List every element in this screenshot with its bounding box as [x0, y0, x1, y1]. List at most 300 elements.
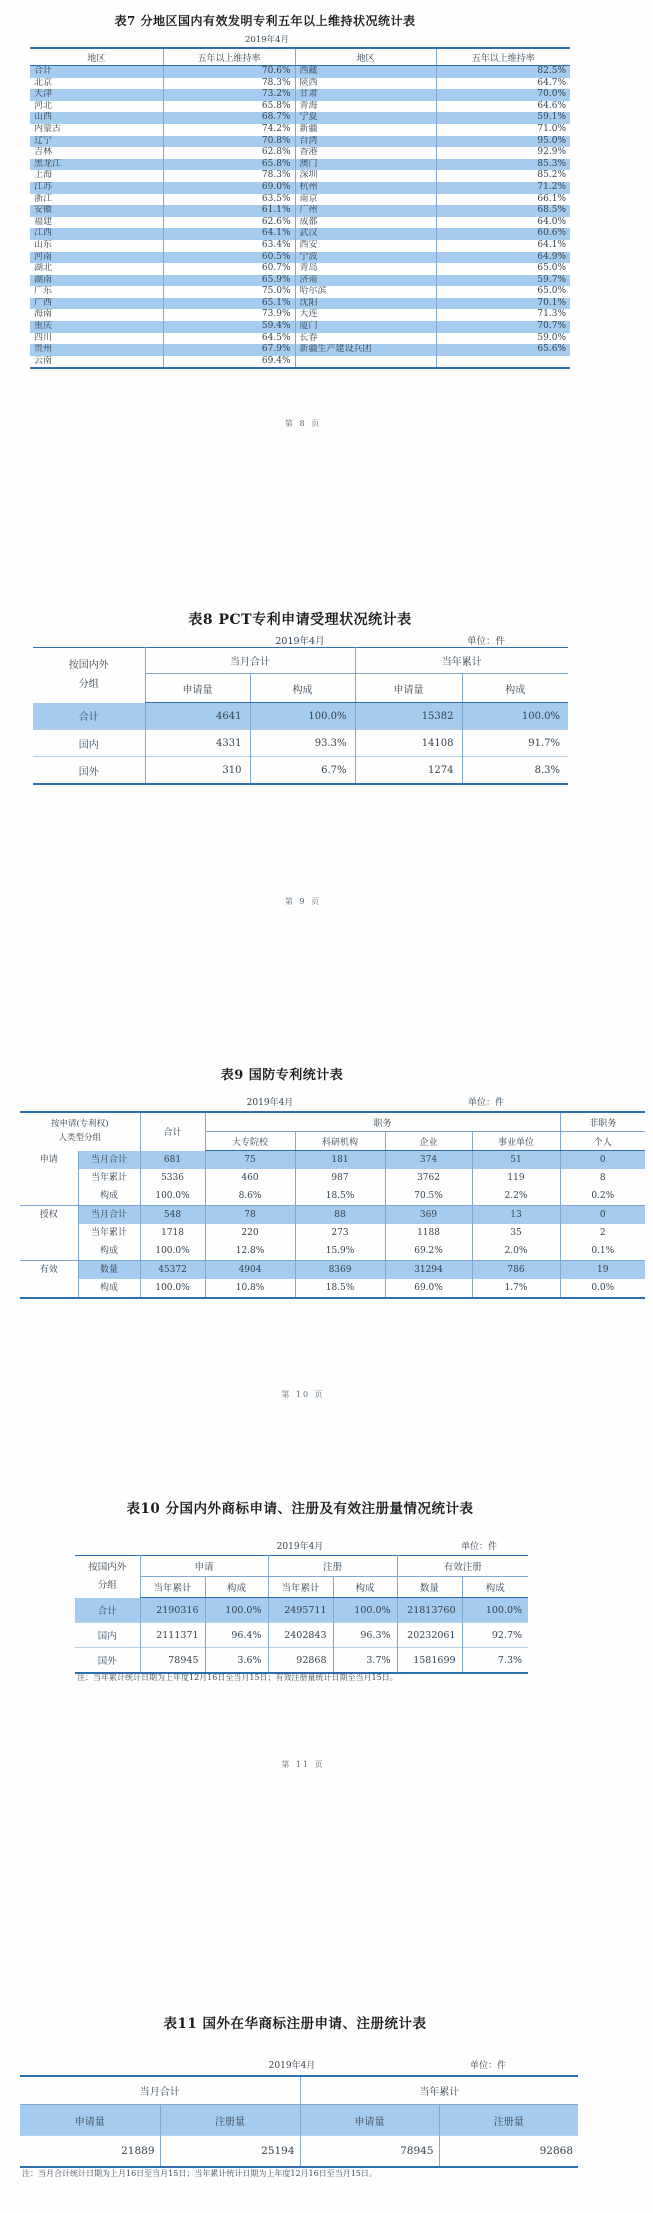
rate-cell: 74.2%	[163, 124, 295, 136]
value-cell: 19	[560, 1261, 645, 1280]
rate-cell: 60.6%	[436, 228, 570, 240]
column-header: 注册量	[160, 2105, 300, 2136]
table8-row	[33, 730, 568, 757]
region-cell: 河南	[30, 252, 163, 264]
value-cell: 786	[472, 1261, 560, 1280]
table7-row	[30, 217, 570, 229]
value-cell: 4331	[145, 730, 250, 757]
column-header: 当年累计	[268, 1577, 333, 1598]
region-cell: 宁波	[295, 252, 436, 264]
table9-row	[20, 1169, 645, 1187]
table9-row	[20, 1224, 645, 1242]
region-cell: 山东	[34, 239, 53, 250]
region-cell: 青岛	[295, 263, 436, 275]
rate-cell: 70.7%	[436, 321, 570, 333]
table8-row	[33, 757, 568, 785]
region-cell: 哈尔滨	[295, 286, 436, 298]
table7-row	[30, 147, 570, 159]
rate-cell: 66.1%	[436, 194, 570, 206]
rate-cell: 75.0%	[163, 286, 295, 298]
region-cell: 台湾	[295, 136, 436, 148]
rate-cell: 92.9%	[436, 147, 570, 159]
group-header: 当年累计	[355, 648, 568, 674]
table7-row	[30, 252, 570, 264]
table7-row	[30, 333, 570, 345]
stub-header-line1: 按国内外	[88, 1561, 127, 1573]
rate-cell: 69.0%	[163, 182, 295, 194]
table7-row	[30, 101, 570, 113]
value-cell: 69.2%	[385, 1242, 472, 1261]
region-cell: 澳门	[295, 159, 436, 171]
table8-body	[33, 703, 568, 785]
region-cell: 沈阳	[295, 298, 436, 310]
row-header-cell: 国内	[33, 730, 145, 757]
row-header-cell: 合计	[75, 1598, 140, 1623]
value-cell: 75	[205, 1151, 295, 1170]
table11-group-header-row	[20, 2076, 578, 2105]
table7-row	[30, 228, 570, 240]
row-group-label: 有效	[20, 1261, 78, 1299]
rate-cell: 82.5%	[436, 66, 570, 78]
table9-row	[20, 1242, 645, 1261]
rate-cell: 59.7%	[436, 275, 570, 287]
column-header: 科研机构	[295, 1132, 385, 1151]
value-cell: 20232061	[397, 1623, 462, 1648]
value-cell: 8.3%	[462, 757, 568, 785]
region-cell: 济南	[295, 275, 436, 287]
value-cell: 78	[205, 1206, 295, 1225]
row-header-cell: 国内	[75, 1623, 140, 1648]
value-cell: 25194	[160, 2136, 300, 2168]
rate-cell: 70.8%	[163, 136, 295, 148]
rate-cell: 64.7%	[436, 78, 570, 90]
value-cell: 69.0%	[385, 1279, 472, 1298]
page-number-footer: 第 9 页	[284, 897, 322, 906]
table7-header-row	[30, 48, 570, 66]
rate-cell	[436, 356, 570, 369]
column-header: 申请量	[355, 674, 462, 703]
value-cell: 78945	[300, 2136, 439, 2168]
value-cell: 100.0%	[140, 1187, 205, 1206]
rate-cell: 60.7%	[163, 263, 295, 275]
table7-row	[30, 66, 570, 78]
region-cell: 厦门	[295, 321, 436, 333]
column-header: 申请量	[300, 2105, 439, 2136]
table7-row	[30, 89, 570, 101]
rate-cell: 73.9%	[163, 309, 295, 321]
value-cell: 0.2%	[560, 1187, 645, 1206]
table9-defense-patent-table	[20, 1111, 645, 1299]
table10-group-header-row	[75, 1556, 528, 1577]
value-cell: 92868	[268, 1648, 333, 1674]
value-cell: 96.3%	[333, 1623, 397, 1648]
column-header: 地区	[295, 48, 436, 66]
rate-cell: 95.0%	[436, 136, 570, 148]
row-label-cell: 构成	[78, 1187, 140, 1206]
rate-cell: 64.6%	[436, 101, 570, 113]
region-cell: 云南	[34, 355, 53, 366]
table7-row	[30, 78, 570, 90]
table7-row	[30, 136, 570, 148]
table8-unit-label: 单位：件	[467, 636, 506, 647]
region-cell: 湖北	[34, 263, 53, 274]
table10-unit-label: 单位：件	[461, 1542, 498, 1552]
value-cell: 0	[560, 1206, 645, 1225]
stub-header-line1: 按国内外	[68, 660, 109, 672]
region-cell: 江西	[30, 228, 163, 240]
value-cell: 1718	[140, 1224, 205, 1242]
group-header: 当月合计	[20, 2076, 300, 2105]
value-cell: 4641	[145, 703, 250, 730]
table9-unit-label: 单位：件	[468, 1098, 505, 1108]
table7-row	[30, 321, 570, 333]
value-cell: 100.0%	[462, 1598, 528, 1623]
row-group-label: 申请	[39, 1154, 58, 1165]
region-cell: 杭州	[295, 182, 436, 194]
stub-header	[75, 1556, 140, 1598]
value-cell: 181	[295, 1151, 385, 1170]
region-cell: 新疆生产建设兵团	[295, 344, 436, 356]
row-label-cell: 当月合计	[78, 1206, 140, 1225]
region-cell: 武汉	[295, 228, 436, 240]
region-cell: 甘肃	[295, 89, 436, 101]
value-cell: 0.0%	[560, 1279, 645, 1298]
table7-body	[30, 66, 570, 369]
value-cell: 51	[472, 1151, 560, 1170]
region-cell: 辽宁	[30, 136, 163, 148]
column-header: 五年以上维持率	[436, 48, 570, 66]
value-cell: 78945	[140, 1648, 205, 1674]
value-cell: 119	[472, 1169, 560, 1187]
rate-cell: 65.0%	[436, 286, 570, 298]
rate-cell: 64.1%	[436, 240, 570, 252]
table11-title: 表11 国外在华商标注册申请、注册统计表	[163, 2016, 427, 2032]
column-header: 地区	[30, 48, 163, 66]
value-cell: 8	[560, 1169, 645, 1187]
group-header: 当年累计	[300, 2076, 578, 2105]
row-header-cell: 合计	[33, 703, 145, 730]
group-header: 申请	[140, 1556, 268, 1577]
table10-trademark-table	[75, 1555, 528, 1674]
column-header: 数量	[397, 1577, 462, 1598]
value-cell: 45372	[140, 1261, 205, 1280]
region-cell: 西藏	[295, 66, 436, 78]
column-header: 构成	[250, 674, 355, 703]
region-cell: 黑龙江	[30, 159, 163, 171]
group-header-service: 职务	[205, 1112, 560, 1132]
region-cell: 福建	[34, 216, 53, 227]
rate-cell: 65.1%	[163, 298, 295, 310]
region-cell: 山西	[30, 112, 163, 124]
table7-row	[30, 240, 570, 252]
value-cell: 92868	[439, 2136, 578, 2168]
rate-cell: 64.5%	[163, 333, 295, 345]
table9-row	[20, 1187, 645, 1206]
value-cell: 3.6%	[205, 1648, 268, 1674]
table9-subtitle: 2019年4月	[246, 1098, 294, 1108]
value-cell: 5336	[140, 1169, 205, 1187]
value-cell: 100.0%	[205, 1598, 268, 1623]
column-header: 注册量	[439, 2105, 578, 2136]
rate-cell: 65.0%	[436, 263, 570, 275]
row-label-cell: 数量	[78, 1261, 140, 1280]
table9-body	[20, 1151, 645, 1299]
page-number-footer: 第 11 页	[281, 1760, 325, 1769]
value-cell: 220	[205, 1224, 295, 1242]
table10-row	[75, 1598, 528, 1623]
region-cell: 宁夏	[295, 112, 436, 124]
rate-cell: 71.2%	[436, 182, 570, 194]
rate-cell: 70.1%	[436, 298, 570, 310]
page-number-footer: 第 8 页	[284, 419, 322, 428]
value-cell: 2111371	[140, 1623, 205, 1648]
region-cell: 陕西	[295, 78, 436, 90]
column-header: 申请量	[20, 2105, 160, 2136]
rate-cell: 67.9%	[163, 344, 295, 356]
column-header: 构成	[333, 1577, 397, 1598]
value-cell: 91.7%	[462, 730, 568, 757]
rate-cell: 85.3%	[436, 159, 570, 171]
table9-row	[20, 1206, 645, 1225]
rate-cell: 65.9%	[163, 275, 295, 287]
value-cell: 10.8%	[205, 1279, 295, 1298]
column-header: 五年以上维持率	[163, 48, 295, 66]
table11-body	[20, 2136, 578, 2168]
table7-row	[30, 205, 570, 217]
group-header: 有效注册	[397, 1556, 528, 1577]
value-cell: 681	[140, 1151, 205, 1170]
table10-row	[75, 1648, 528, 1674]
value-cell: 2.0%	[472, 1242, 560, 1261]
column-header: 构成	[462, 674, 568, 703]
row-label-cell: 当年累计	[78, 1224, 140, 1242]
group-header: 注册	[268, 1556, 397, 1577]
rate-cell: 60.5%	[163, 252, 295, 264]
value-cell: 3762	[385, 1169, 472, 1187]
table8-title: 表8 PCT专利申请受理状况统计表	[188, 612, 412, 628]
table7-row	[30, 124, 570, 136]
value-cell: 8.6%	[205, 1187, 295, 1206]
value-cell: 2.2%	[472, 1187, 560, 1206]
region-cell: 海南	[34, 309, 53, 320]
rate-cell: 59.0%	[436, 333, 570, 345]
table9-title: 表9 国防专利统计表	[220, 1068, 344, 1083]
row-label-cell: 构成	[78, 1279, 140, 1298]
value-cell: 4904	[205, 1261, 295, 1280]
rate-cell: 78.3%	[163, 78, 295, 90]
region-cell: 北京	[34, 77, 53, 88]
value-cell: 15.9%	[295, 1242, 385, 1261]
region-cell: 天津	[30, 89, 163, 101]
rate-cell: 59.4%	[163, 321, 295, 333]
stub-header	[20, 1112, 140, 1151]
region-cell: 广州	[295, 205, 436, 217]
rate-cell: 73.2%	[163, 89, 295, 101]
value-cell: 3.7%	[333, 1648, 397, 1674]
table10-body	[75, 1598, 528, 1674]
rate-cell: 69.4%	[163, 356, 295, 369]
stub-header-line2: 分组	[78, 679, 99, 691]
table7-row	[30, 159, 570, 171]
column-header: 申请量	[145, 674, 250, 703]
region-cell: 广西	[30, 298, 163, 310]
stub-header-line1: 按申请(专利权)	[50, 1119, 109, 1130]
region-cell: 成都	[295, 217, 436, 229]
table-note: 注：当年累计统计日期为上年度12月16日至当月15日；有效注册量统计日期至当月15日。	[77, 1673, 398, 1682]
value-cell: 1274	[355, 757, 462, 785]
table7-row	[30, 275, 570, 287]
rate-cell: 71.3%	[436, 309, 570, 321]
stub-header	[33, 648, 145, 703]
column-header-total: 合计	[140, 1112, 205, 1151]
value-cell: 88	[295, 1206, 385, 1225]
row-header-cell: 国外	[33, 757, 145, 785]
table7-subtitle: 2019年4月	[244, 35, 290, 45]
page-number-footer: 第 10 页	[281, 1390, 325, 1399]
table7-title: 表7 分地区国内有效发明专利五年以上维持状况统计表	[114, 14, 416, 28]
region-cell: 大连	[295, 309, 436, 321]
region-cell: 四川	[34, 332, 53, 343]
value-cell: 70.5%	[385, 1187, 472, 1206]
value-cell: 35	[472, 1224, 560, 1242]
table8-pct-application-table	[33, 647, 568, 785]
region-cell: 安徽	[30, 205, 163, 217]
value-cell: 369	[385, 1206, 472, 1225]
value-cell: 2402843	[268, 1623, 333, 1648]
rate-cell: 65.8%	[163, 159, 295, 171]
table10-subtitle: 2019年4月	[276, 1542, 324, 1552]
region-cell: 长春	[295, 333, 436, 345]
region-cell: 上海	[34, 170, 53, 181]
table8-subtitle: 2019年4月	[275, 636, 325, 647]
value-cell: 18.5%	[295, 1187, 385, 1206]
table8-row	[33, 703, 568, 730]
region-cell: 贵州	[30, 344, 163, 356]
table7-row	[30, 356, 570, 369]
table11-unit-label: 单位：件	[470, 2061, 507, 2071]
column-header: 大专院校	[205, 1132, 295, 1151]
value-cell: 100.0%	[462, 703, 568, 730]
value-cell: 310	[145, 757, 250, 785]
rate-cell: 63.5%	[163, 194, 295, 206]
value-cell: 8369	[295, 1261, 385, 1280]
stub-header-line2: 人类型分组	[58, 1132, 102, 1143]
table7-row	[30, 263, 570, 275]
value-cell: 100.0%	[140, 1279, 205, 1298]
table7-maintenance-rate-table	[30, 47, 570, 369]
rate-cell: 62.6%	[163, 217, 295, 229]
rate-cell: 70.0%	[436, 89, 570, 101]
value-cell: 93.3%	[250, 730, 355, 757]
value-cell: 100.0%	[333, 1598, 397, 1623]
region-cell: 青海	[295, 101, 436, 113]
value-cell: 0	[560, 1151, 645, 1170]
column-header: 当年累计	[140, 1577, 205, 1598]
value-cell: 21889	[20, 2136, 160, 2168]
row-label-cell: 当年累计	[78, 1169, 140, 1187]
table10-sub-header-row	[75, 1577, 528, 1598]
stub-header-line2: 分组	[97, 1579, 117, 1591]
value-cell: 374	[385, 1151, 472, 1170]
column-header: 构成	[205, 1577, 268, 1598]
value-cell: 1188	[385, 1224, 472, 1242]
column-header: 个人	[560, 1132, 645, 1151]
table9-row	[20, 1261, 645, 1280]
region-cell	[295, 356, 436, 369]
rate-cell: 61.1%	[163, 205, 295, 217]
value-cell: 15382	[355, 703, 462, 730]
rate-cell: 64.1%	[163, 228, 295, 240]
value-cell: 96.4%	[205, 1623, 268, 1648]
value-cell: 12.8%	[205, 1242, 295, 1261]
value-cell: 92.7%	[462, 1623, 528, 1648]
table9-row	[20, 1279, 645, 1298]
rate-cell: 62.8%	[163, 147, 295, 159]
rate-cell: 64.9%	[436, 252, 570, 264]
value-cell: 987	[295, 1169, 385, 1187]
value-cell: 7.3%	[462, 1648, 528, 1674]
rate-cell: 59.1%	[436, 112, 570, 124]
table11-subtitle: 2019年4月	[268, 2061, 316, 2071]
row-label-cell: 构成	[78, 1242, 140, 1261]
rate-cell: 71.0%	[436, 124, 570, 136]
row-header-cell: 国外	[75, 1648, 140, 1674]
table11-foreign-trademark-table	[20, 2075, 578, 2168]
table7-row	[30, 182, 570, 194]
region-cell: 广东	[34, 286, 53, 297]
table11-sub-header-row	[20, 2105, 578, 2136]
table11-data-row	[20, 2136, 578, 2168]
value-cell: 13	[472, 1206, 560, 1225]
table10-title: 表10 分国内外商标申请、注册及有效注册量情况统计表	[126, 1501, 474, 1517]
value-cell: 6.7%	[250, 757, 355, 785]
table7-row	[30, 344, 570, 356]
table10-row	[75, 1623, 528, 1648]
value-cell: 1.7%	[472, 1279, 560, 1298]
column-header: 构成	[462, 1577, 528, 1598]
table7-row	[30, 309, 570, 321]
value-cell: 100.0%	[140, 1242, 205, 1261]
rate-cell: 63.4%	[163, 240, 295, 252]
value-cell: 2495711	[268, 1598, 333, 1623]
value-cell: 0.1%	[560, 1242, 645, 1261]
value-cell: 548	[140, 1206, 205, 1225]
region-cell: 合计	[30, 66, 163, 78]
value-cell: 460	[205, 1169, 295, 1187]
region-cell: 江苏	[30, 182, 163, 194]
row-group-label: 授权	[20, 1206, 78, 1261]
value-cell: 31294	[385, 1261, 472, 1280]
value-cell: 100.0%	[250, 703, 355, 730]
region-cell: 浙江	[34, 193, 53, 204]
table7-row	[30, 286, 570, 298]
rate-cell: 68.7%	[163, 112, 295, 124]
value-cell: 14108	[355, 730, 462, 757]
region-cell: 南京	[295, 194, 436, 206]
rate-cell: 70.6%	[163, 66, 295, 78]
value-cell: 21813760	[397, 1598, 462, 1623]
column-header: 事业单位	[472, 1132, 560, 1151]
rate-cell: 65.6%	[436, 344, 570, 356]
rate-cell: 78.3%	[163, 170, 295, 182]
region-cell: 吉林	[34, 147, 53, 158]
table9-group-header-row	[20, 1112, 645, 1132]
group-header-nonservice: 非职务	[560, 1112, 645, 1132]
region-cell: 深圳	[295, 170, 436, 182]
region-cell: 西安	[295, 240, 436, 252]
table7-row	[30, 194, 570, 206]
region-cell: 香港	[295, 147, 436, 159]
